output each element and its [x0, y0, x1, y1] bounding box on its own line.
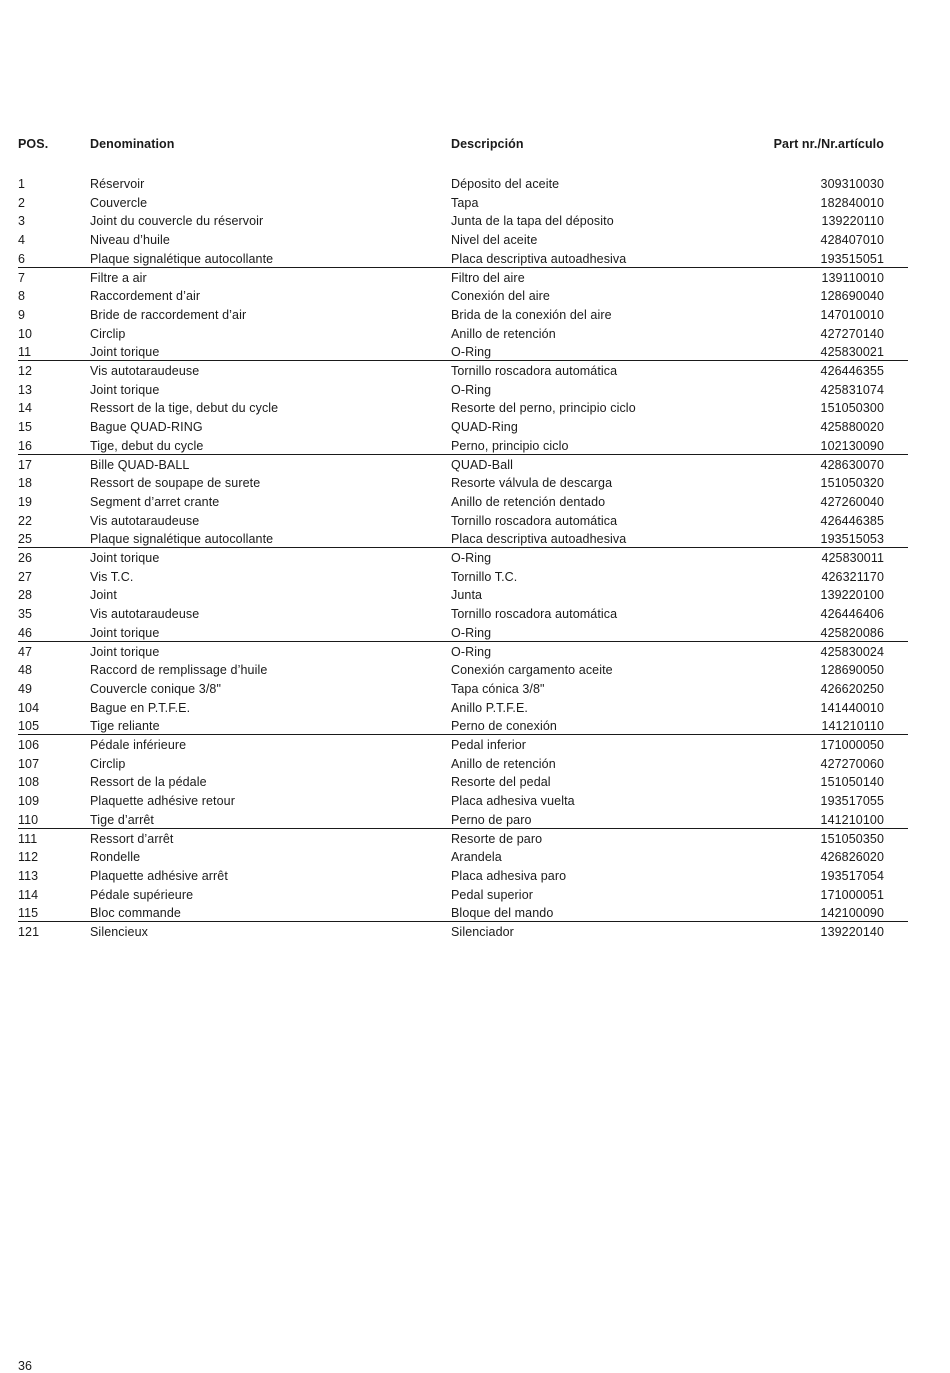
cell-pos: 35 — [18, 607, 33, 622]
cell-descripcion: Tornillo T.C. — [451, 569, 518, 584]
cell-part-number: 428407010 — [820, 233, 884, 248]
cell-denomination: Couvercle conique 3/8" — [90, 681, 222, 696]
cell-part-number: 151050350 — [820, 831, 884, 846]
cell-descripcion: Pedal superior — [451, 887, 534, 902]
table-row — [18, 325, 908, 344]
cell-descripcion: QUAD-Ring — [451, 420, 518, 435]
cell-descripcion: Filtro del aire — [451, 270, 525, 285]
cell-pos: 47 — [18, 644, 33, 659]
table-row — [18, 680, 908, 699]
cell-pos: 112 — [18, 850, 39, 865]
cell-pos: 121 — [18, 925, 40, 939]
cell-denomination: Raccord de remplissage d’huile — [90, 663, 268, 678]
cell-pos: 9 — [18, 307, 26, 322]
cell-part-number: 171000051 — [820, 887, 884, 902]
cell-part-number: 193515053 — [820, 532, 884, 547]
cell-denomination: Tige d’arrêt — [90, 812, 154, 827]
cell-pos: 6 — [18, 251, 26, 266]
table-row — [18, 437, 908, 456]
page-number: 36 — [18, 1359, 32, 1373]
table-row — [18, 194, 908, 213]
cell-pos: 1 — [18, 177, 26, 191]
cell-denomination: Vis autotaraudeuse — [90, 607, 200, 622]
table-row — [18, 717, 908, 736]
cell-pos: 15 — [18, 420, 33, 435]
cell-descripcion: Arandela — [451, 850, 502, 865]
cell-descripcion: Perno de conexión — [451, 719, 557, 734]
cell-part-number: 425830021 — [820, 345, 884, 360]
cell-part-number: 309310030 — [820, 177, 884, 191]
cell-denomination: Joint — [90, 588, 117, 603]
cell-descripcion: Placa descriptiva autoadhesiva — [451, 532, 627, 547]
row-group — [18, 829, 908, 923]
cell-descripcion: Perno, principio ciclo — [451, 438, 569, 453]
cell-pos: 27 — [18, 569, 33, 584]
cell-denomination: Couvercle — [90, 195, 148, 210]
cell-pos: 106 — [18, 738, 40, 752]
cell-denomination: Plaque signalétique autocollante — [90, 251, 274, 266]
table-row — [18, 399, 908, 418]
cell-pos: 17 — [18, 457, 33, 472]
table-row — [18, 530, 908, 549]
cell-denomination: Ressort de la tige, debut du cycle — [90, 401, 279, 416]
cell-pos: 107 — [18, 756, 40, 771]
cell-descripcion: Anillo de retención — [451, 756, 556, 771]
cell-descripcion: O-Ring — [451, 345, 492, 360]
cell-descripcion: Tapa — [451, 195, 479, 210]
header-pos: POS. — [18, 137, 49, 151]
cell-descripcion: Resorte de paro — [451, 831, 543, 846]
table-row — [18, 699, 908, 718]
table-row — [18, 643, 908, 662]
table-row — [18, 418, 908, 437]
cell-denomination: Ressort de la pédale — [90, 775, 207, 790]
cell-part-number: 426446385 — [820, 513, 884, 528]
row-group — [18, 922, 908, 1016]
cell-descripcion: Tapa cónica 3/8" — [451, 681, 545, 696]
cell-descripcion: Junta — [451, 588, 483, 603]
cell-descripcion: Placa adhesiva paro — [451, 868, 567, 883]
cell-part-number: 425830024 — [820, 644, 884, 659]
cell-pos: 26 — [18, 551, 33, 565]
cell-pos: 48 — [18, 663, 33, 678]
cell-pos: 28 — [18, 588, 33, 603]
cell-pos: 49 — [18, 681, 33, 696]
table-row — [18, 493, 908, 512]
cell-denomination: Vis autotaraudeuse — [90, 513, 200, 528]
table-row — [18, 830, 908, 849]
table-row — [18, 474, 908, 493]
cell-part-number: 142100090 — [820, 906, 884, 921]
cell-part-number: 193515051 — [820, 251, 884, 266]
cell-part-number: 193517055 — [820, 794, 884, 809]
cell-descripcion: Brida de la conexión del aire — [451, 307, 612, 322]
cell-descripcion: Conexión cargamento aceite — [451, 663, 613, 678]
cell-descripcion: Perno de paro — [451, 812, 532, 827]
cell-pos: 108 — [18, 775, 40, 790]
cell-pos: 111 — [18, 831, 38, 846]
cell-part-number: 425820086 — [820, 625, 884, 640]
row-group — [18, 455, 908, 549]
table-row — [18, 175, 908, 194]
cell-denomination: Segment d’arret crante — [90, 494, 220, 509]
table-row — [18, 212, 908, 231]
table-row — [18, 624, 908, 643]
cell-descripcion: Anillo de retención — [451, 326, 556, 341]
cell-part-number: 128690040 — [820, 289, 884, 304]
cell-denomination: Bloc commande — [90, 906, 181, 921]
cell-denomination: Joint du couvercle du réservoir — [90, 214, 264, 229]
cell-descripcion: Conexión del aire — [451, 289, 550, 304]
table-row — [18, 736, 908, 755]
cell-pos: 10 — [18, 326, 33, 341]
cell-part-number: 425830011 — [821, 551, 884, 565]
cell-descripcion: Tornillo roscadora automática — [451, 364, 618, 378]
cell-denomination: Raccordement d’air — [90, 289, 201, 304]
cell-part-number: 151050140 — [820, 775, 884, 790]
cell-part-number: 171000050 — [820, 738, 884, 752]
cell-part-number: 427270060 — [820, 756, 884, 771]
cell-part-number: 141210100 — [820, 812, 884, 827]
cell-part-number: 427260040 — [820, 494, 884, 509]
cell-part-number: 182840010 — [820, 195, 884, 210]
cell-part-number: 151050320 — [820, 476, 884, 491]
cell-denomination: Plaquette adhésive arrêt — [90, 868, 228, 883]
table-row — [18, 661, 908, 680]
cell-descripcion: QUAD-Ball — [451, 457, 514, 472]
cell-part-number: 426446355 — [820, 364, 884, 378]
cell-denomination: Joint torique — [90, 345, 160, 360]
cell-pos: 25 — [18, 532, 33, 547]
table-row — [18, 605, 908, 624]
parts-table — [18, 174, 908, 1016]
row-group — [18, 548, 908, 642]
table-row — [18, 904, 908, 923]
row-group — [18, 174, 908, 268]
table-row — [18, 306, 908, 325]
cell-descripcion: O-Ring — [451, 644, 492, 659]
table-row — [18, 867, 908, 886]
cell-pos: 3 — [18, 214, 26, 229]
table-row — [18, 586, 908, 605]
cell-pos: 4 — [18, 233, 26, 248]
cell-pos: 115 — [18, 906, 39, 921]
table-row — [18, 362, 908, 381]
row-group — [18, 268, 908, 362]
cell-denomination: Rondelle — [90, 850, 141, 865]
cell-denomination: Plaque signalétique autocollante — [90, 532, 274, 547]
cell-part-number: 426446406 — [820, 607, 884, 622]
cell-descripcion: Resorte válvula de descarga — [451, 476, 613, 491]
cell-denomination: Tige, debut du cycle — [90, 438, 204, 453]
cell-part-number: 151050300 — [820, 401, 884, 416]
cell-descripcion: O-Ring — [451, 382, 492, 397]
header-part-number: Part nr./Nr.artículo — [773, 137, 884, 151]
row-group — [18, 361, 908, 455]
cell-pos: 8 — [18, 289, 26, 304]
cell-descripcion: Silenciador — [451, 925, 514, 939]
cell-part-number: 426620250 — [820, 681, 884, 696]
cell-denomination: Ressort d’arrêt — [90, 831, 174, 846]
cell-part-number: 428630070 — [820, 457, 884, 472]
table-row — [18, 512, 908, 531]
cell-pos: 13 — [18, 382, 33, 397]
table-row — [18, 792, 908, 811]
cell-part-number: 426321170 — [821, 569, 884, 584]
cell-denomination: Bague en P.T.F.E. — [90, 700, 191, 715]
table-row — [18, 287, 908, 306]
cell-denomination: Tige reliante — [90, 719, 160, 734]
cell-descripcion: Nivel del aceite — [451, 233, 538, 248]
cell-pos: 14 — [18, 401, 33, 416]
table-row — [18, 886, 908, 905]
cell-denomination: Silencieux — [90, 925, 148, 939]
cell-part-number: 427270140 — [820, 326, 884, 341]
table-row — [18, 755, 908, 774]
cell-part-number: 141440010 — [820, 700, 884, 715]
cell-denomination: Pédale inférieure — [90, 738, 187, 752]
cell-denomination: Vis T.C. — [90, 569, 134, 584]
cell-pos: 109 — [18, 794, 40, 809]
cell-descripcion: Junta de la tapa del déposito — [451, 214, 614, 229]
table-row — [18, 568, 908, 587]
table-row — [18, 343, 908, 362]
table-row — [18, 250, 908, 269]
cell-part-number: 141210110 — [821, 719, 884, 734]
table-header — [18, 137, 884, 155]
table-row — [18, 811, 908, 830]
table-row — [18, 456, 908, 475]
cell-denomination: Bille QUAD-BALL — [90, 457, 190, 472]
cell-part-number: 128690050 — [820, 663, 884, 678]
cell-denomination: Joint torique — [90, 625, 160, 640]
cell-denomination: Vis autotaraudeuse — [90, 364, 200, 378]
cell-pos: 16 — [18, 438, 33, 453]
cell-part-number: 425880020 — [820, 420, 884, 435]
cell-pos: 110 — [18, 812, 39, 827]
cell-denomination: Circlip — [90, 756, 126, 771]
cell-descripcion: Placa adhesiva vuelta — [451, 794, 575, 809]
cell-descripcion: Déposito del aceite — [451, 177, 560, 191]
cell-descripcion: Resorte del perno, principio ciclo — [451, 401, 636, 416]
cell-descripcion: Bloque del mando — [451, 906, 554, 921]
cell-denomination: Bague QUAD-RING — [90, 420, 203, 435]
cell-denomination: Niveau d’huile — [90, 233, 170, 248]
cell-pos: 12 — [18, 364, 33, 378]
cell-denomination: Réservoir — [90, 177, 145, 191]
table-row — [18, 269, 908, 288]
header-denomination: Denomination — [90, 137, 175, 151]
cell-pos: 19 — [18, 494, 33, 509]
cell-part-number: 425831074 — [820, 382, 884, 397]
cell-part-number: 139110010 — [821, 270, 884, 285]
cell-denomination: Joint torique — [90, 551, 160, 565]
cell-descripcion: Pedal inferior — [451, 738, 527, 752]
cell-pos: 113 — [18, 868, 39, 883]
cell-part-number: 147010010 — [820, 307, 884, 322]
cell-pos: 18 — [18, 476, 33, 491]
cell-pos: 114 — [18, 887, 39, 902]
cell-pos: 22 — [18, 513, 33, 528]
cell-descripcion: O-Ring — [451, 625, 492, 640]
table-row — [18, 773, 908, 792]
cell-part-number: 139220110 — [821, 214, 884, 229]
cell-part-number: 139220100 — [820, 588, 884, 603]
cell-pos: 7 — [18, 270, 26, 285]
cell-descripcion: Anillo P.T.F.E. — [451, 700, 529, 715]
row-group — [18, 735, 908, 829]
table-row — [18, 848, 908, 867]
cell-part-number: 102130090 — [820, 438, 884, 453]
cell-denomination: Joint torique — [90, 382, 160, 397]
cell-pos: 11 — [18, 345, 32, 360]
cell-pos: 46 — [18, 625, 33, 640]
cell-pos: 105 — [18, 719, 40, 734]
cell-denomination: Bride de raccordement d’air — [90, 307, 247, 322]
cell-pos: 2 — [18, 195, 26, 210]
cell-part-number: 193517054 — [820, 868, 884, 883]
cell-denomination: Joint torique — [90, 644, 160, 659]
row-group — [18, 642, 908, 736]
cell-descripcion: Placa descriptiva autoadhesiva — [451, 251, 627, 266]
cell-part-number: 139220140 — [820, 925, 884, 939]
table-row — [18, 381, 908, 400]
cell-descripcion: Tornillo roscadora automática — [451, 607, 618, 622]
cell-part-number: 426826020 — [820, 850, 884, 865]
cell-descripcion: Tornillo roscadora automática — [451, 513, 618, 528]
cell-descripcion: Anillo de retención dentado — [451, 494, 606, 509]
header-descripcion: Descripción — [451, 137, 524, 151]
cell-pos: 104 — [18, 700, 40, 715]
cell-denomination: Filtre a air — [90, 270, 147, 285]
cell-denomination: Ressort de soupape de surete — [90, 476, 261, 491]
cell-denomination: Plaquette adhésive retour — [90, 794, 235, 809]
table-row — [18, 923, 908, 942]
cell-denomination: Circlip — [90, 326, 126, 341]
cell-descripcion: Resorte del pedal — [451, 775, 551, 790]
cell-descripcion: O-Ring — [451, 551, 492, 565]
cell-denomination: Pédale supérieure — [90, 887, 194, 902]
table-row — [18, 231, 908, 250]
table-row — [18, 549, 908, 568]
